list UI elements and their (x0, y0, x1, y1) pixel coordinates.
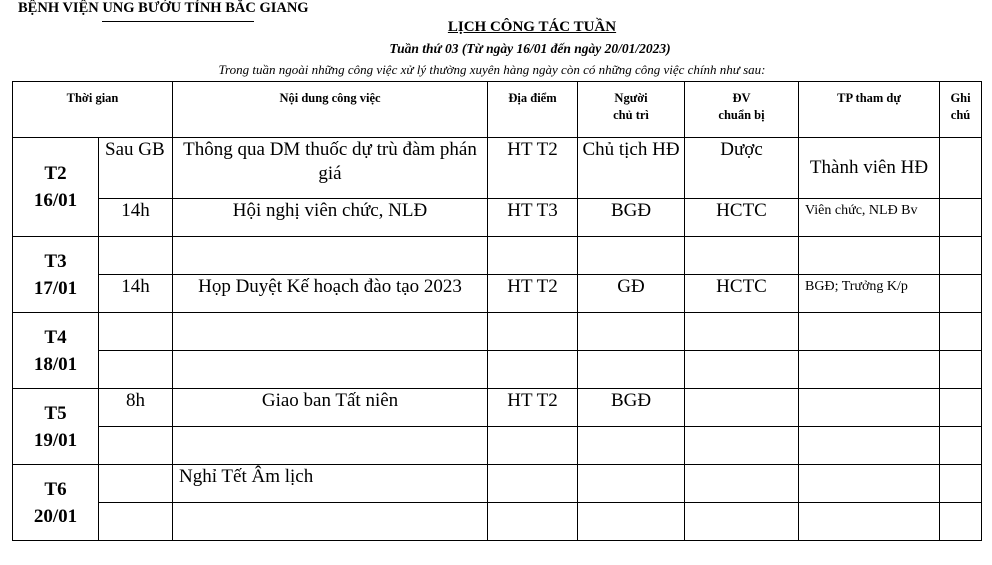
participants-cell (799, 465, 940, 503)
notes-cell (940, 138, 982, 199)
table-row (13, 199, 982, 237)
col-header-time: Thời gian (13, 82, 173, 138)
content-cell: Hội nghị viên chức, NLĐ (173, 199, 488, 237)
chair-cell (578, 503, 685, 541)
table-row (13, 237, 982, 275)
table-row (13, 313, 982, 351)
col-header-location: Địa điểm (488, 82, 578, 138)
prep-cell: HCTC (685, 275, 799, 313)
header-row (13, 82, 982, 138)
participants-cell (799, 237, 940, 275)
time-cell (99, 427, 173, 465)
participants-cell (799, 503, 940, 541)
participants-cell: Thành viên HĐ (799, 138, 940, 199)
content-cell: Giao ban Tất niên (173, 389, 488, 427)
time-cell: 14h (99, 275, 173, 313)
prep-cell (685, 427, 799, 465)
notes-cell (940, 237, 982, 275)
col-header-chair-line1: Người (614, 91, 648, 105)
col-header-content: Nội dung công việc (173, 82, 488, 138)
chair-cell: BGĐ (578, 389, 685, 427)
prep-cell (685, 237, 799, 275)
day-cell-t3 (13, 237, 99, 313)
chair-cell (578, 237, 685, 275)
day-cell-t2 (13, 138, 99, 237)
day-label: T2 (44, 163, 67, 184)
table-row (13, 427, 982, 465)
location-cell (488, 237, 578, 275)
col-header-notes-line1: Ghi (950, 91, 971, 105)
participants-cell (799, 313, 940, 351)
location-cell (488, 427, 578, 465)
location-cell (488, 351, 578, 389)
location-cell: HT T3 (488, 199, 578, 237)
time-cell: Sau GB (99, 138, 173, 199)
col-header-chair (578, 82, 685, 138)
participants-cell (799, 427, 940, 465)
day-cell-t4 (13, 313, 99, 389)
col-header-prep-line1: ĐV (732, 91, 751, 105)
content-cell: Họp Duyệt Kế hoạch đào tạo 2023 (173, 275, 488, 313)
time-cell (99, 237, 173, 275)
notes-cell (940, 427, 982, 465)
content-cell: Nghỉ Tết Âm lịch (173, 465, 488, 503)
participants-cell: Viên chức, NLĐ Bv (799, 199, 940, 237)
day-date: 18/01 (33, 353, 78, 375)
notes-cell (940, 313, 982, 351)
hospital-name: BỆNH VIỆN UNG BƯỚU TỈNH BẮC GIANG (18, 0, 309, 16)
time-cell (99, 465, 173, 503)
time-cell: 8h (99, 389, 173, 427)
time-cell (99, 503, 173, 541)
time-cell (99, 351, 173, 389)
day-label: T3 (44, 250, 67, 272)
table-row (13, 503, 982, 541)
chair-cell: Chủ tịch HĐ (578, 138, 685, 199)
col-header-prep (685, 82, 799, 138)
location-cell: HT T2 (488, 275, 578, 313)
day-label: T5 (44, 402, 67, 424)
chair-cell: GĐ (578, 275, 685, 313)
content-cell (173, 351, 488, 389)
content-cell (173, 237, 488, 275)
col-header-participants: TP tham dự (799, 82, 940, 138)
day-date: 16/01 (33, 190, 78, 211)
document-note: Trong tuần ngoài những công việc xử lý thường xuyên hàng ngày còn có những công việc chính như sau: (218, 62, 766, 77)
content-cell (173, 313, 488, 351)
chair-cell (578, 313, 685, 351)
chair-cell (578, 465, 685, 503)
day-label: T4 (44, 326, 67, 348)
schedule-table (12, 81, 982, 541)
notes-cell (940, 351, 982, 389)
location-cell (488, 503, 578, 541)
day-cell-t5 (13, 389, 99, 465)
table-row (13, 275, 982, 313)
time-cell: 14h (99, 199, 173, 237)
notes-cell (940, 199, 982, 237)
table-row (13, 465, 982, 503)
day-label: T6 (44, 478, 67, 500)
notes-cell (940, 465, 982, 503)
col-header-prep-line2: chuẩn bị (718, 108, 765, 122)
prep-cell (685, 389, 799, 427)
location-cell (488, 313, 578, 351)
col-header-notes-line2: chú (950, 108, 971, 122)
table-row (13, 138, 982, 199)
day-date: 19/01 (33, 429, 78, 451)
prep-cell (685, 313, 799, 351)
document-subtitle: Tuần thứ 03 (Từ ngày 16/01 đến ngày 20/01/2023) (389, 41, 671, 56)
chair-cell: BGĐ (578, 199, 685, 237)
participants-cell (799, 351, 940, 389)
notes-cell (940, 389, 982, 427)
prep-cell: HCTC (685, 199, 799, 237)
day-date: 17/01 (33, 277, 78, 299)
prep-cell (685, 503, 799, 541)
location-cell: HT T2 (488, 389, 578, 427)
prep-cell: Dược (685, 138, 799, 199)
notes-cell (940, 275, 982, 313)
col-header-chair-line2: chủ trì (613, 108, 649, 122)
day-date: 20/01 (33, 505, 78, 527)
location-cell: HT T2 (488, 138, 578, 199)
notes-cell (940, 503, 982, 541)
prep-cell (685, 465, 799, 503)
day-cell-t6 (13, 465, 99, 541)
content-cell (173, 427, 488, 465)
table-row (13, 389, 982, 427)
prep-cell (685, 351, 799, 389)
participants-cell (799, 389, 940, 427)
content-cell: Thông qua DM thuốc dự trù đàm phán giá (173, 138, 488, 199)
col-header-notes (940, 82, 982, 138)
content-cell (173, 503, 488, 541)
location-cell (488, 465, 578, 503)
chair-cell (578, 351, 685, 389)
time-cell (99, 313, 173, 351)
document-title: LỊCH CÔNG TÁC TUẦN (447, 19, 617, 35)
participants-cell: BGĐ; Trưởng K/p (799, 275, 940, 313)
table-row (13, 351, 982, 389)
chair-cell (578, 427, 685, 465)
